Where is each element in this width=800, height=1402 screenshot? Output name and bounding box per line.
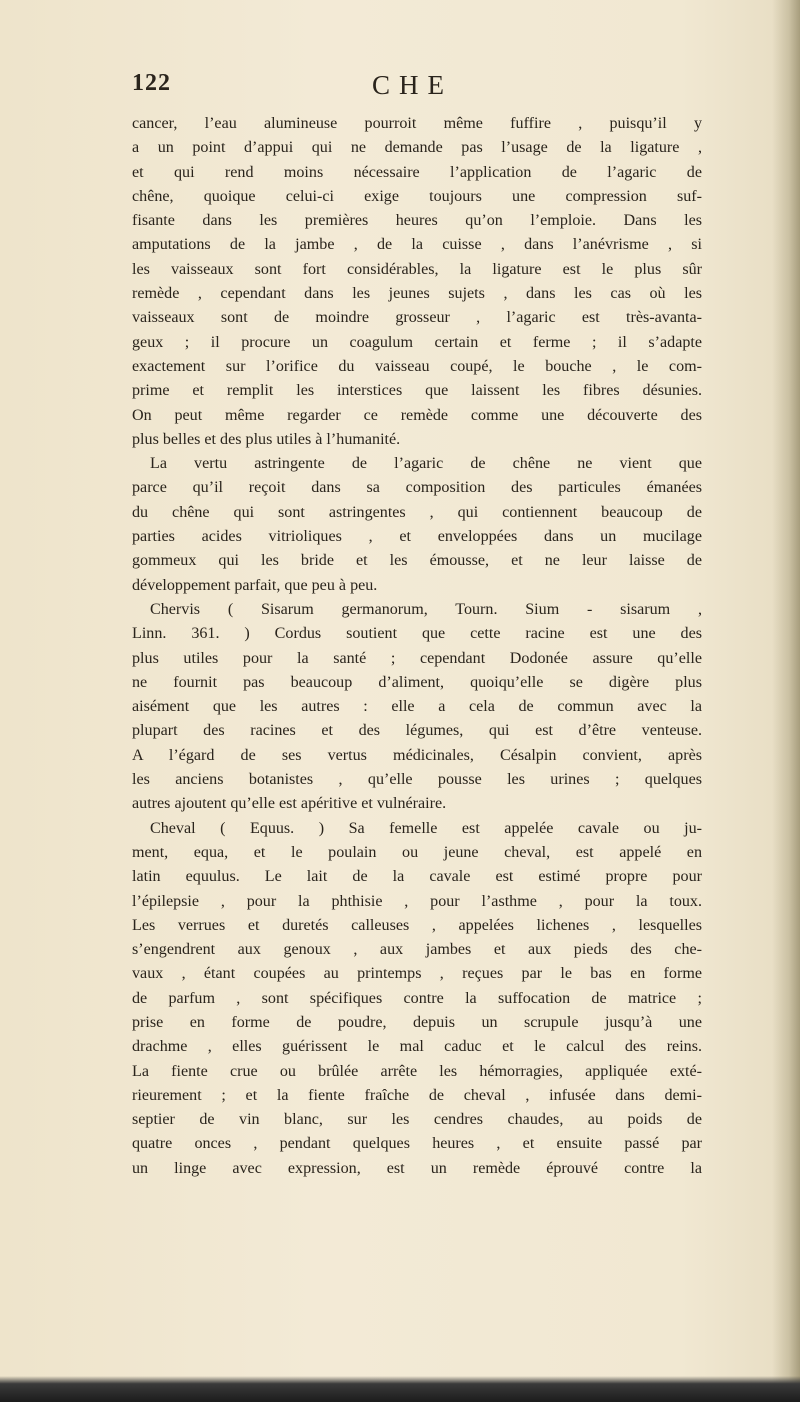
- text-line: a un point d’appui qui ne demande pas l’usage de la ligature ,: [132, 139, 702, 157]
- text-line: prime et remplit les interstices que laissent les fibres désunies.: [132, 382, 702, 400]
- running-head: CHE: [372, 70, 453, 100]
- page-edge-shadow: [772, 0, 800, 1402]
- text-line: remède , cependant dans les jeunes sujets , dans les cas où les: [132, 285, 702, 303]
- text-line: les vaisseaux sont fort considérables, la ligature est le plus sûr: [132, 260, 702, 278]
- text-line: exactement sur l’orifice du vaisseau coupé, le bouche , le com-: [132, 357, 702, 375]
- text-line: gommeux qui les bride et les émousse, et ne leur laisse de: [132, 552, 702, 570]
- text-line: du chêne qui sont astringentes , qui contiennent beaucoup de: [132, 503, 702, 521]
- text-line: rieurement ; et la fiente fraîche de cheval , infusée dans demi-: [132, 1086, 702, 1104]
- text-line: A l’égard de ses vertus médicinales, Césalpin convient, après: [132, 746, 702, 764]
- text-line: fisante dans les premières heures qu’on l’emploie. Dans les: [132, 212, 702, 230]
- text-line: de parfum , sont spécifiques contre la suffocation de matrice ;: [132, 989, 702, 1007]
- text-line: quatre onces , pendant quelques heures , et ensuite passé par: [132, 1135, 702, 1153]
- text-line: et qui rend moins nécessaire l’application de l’agaric de: [132, 163, 702, 181]
- body-text: [132, 112, 702, 1181]
- text-line: ment, equa, et le poulain ou jeune cheval, est appelé en: [132, 843, 702, 861]
- text-line: vaux , étant coupées au printemps , reçues par le bas en forme: [132, 965, 702, 983]
- text-line: autres ajoutent qu’elle est apéritive et vulnéraire.: [132, 795, 447, 813]
- text-line: drachme , elles guérissent le mal caduc et le calcul des reins.: [132, 1038, 702, 1056]
- scan-bottom-edge: [0, 1376, 800, 1402]
- text-line: Les verrues et duretés calleuses , appelées lichenes , lesquelles: [132, 916, 702, 934]
- text-line: latin equulus. Le lait de la cavale est estimé propre pour: [132, 868, 702, 886]
- text-line: On peut même regarder ce remède comme une découverte des: [132, 406, 702, 424]
- text-line: aisément que les autres : elle a cela de commun avec la: [132, 698, 702, 716]
- text-line: Chervis ( Sisarum germanorum, Tourn. Sium - sisarum ,: [150, 600, 702, 618]
- page-header: [132, 70, 692, 110]
- text-line: l’épilepsie , pour la phthisie , pour l’asthme , pour la toux.: [132, 892, 702, 910]
- text-line: un linge avec expression, est un remède éprouvé contre la: [132, 1159, 702, 1177]
- text-line: parties acides vitrioliques , et enveloppées dans un mucilage: [132, 528, 702, 546]
- text-line: plus belles et des plus utiles à l’humanité.: [132, 430, 401, 448]
- page-number: 122: [132, 70, 171, 96]
- text-line: geux ; il procure un coagulum certain et ferme ; il s’adapte: [132, 333, 702, 351]
- text-line: septier de vin blanc, sur les cendres chaudes, au poids de: [132, 1111, 702, 1129]
- text-line: ne fournit pas beaucoup d’aliment, quoiqu’elle se digère plus: [132, 673, 702, 691]
- text-line: les anciens botanistes , qu’elle pousse les urines ; quelques: [132, 771, 702, 789]
- text-line: développement parfait, que peu à peu.: [132, 576, 378, 594]
- text-line: La fiente crue ou brûlée arrête les hémorragies, appliquée exté-: [132, 1062, 702, 1080]
- text-line: plus utiles pour la santé ; cependant Dodonée assure qu’elle: [132, 649, 702, 667]
- text-line: Cheval ( Equus. ) Sa femelle est appelée cavale ou ju-: [150, 819, 702, 837]
- text-line: s’engendrent aux genoux , aux jambes et aux pieds des che-: [132, 941, 702, 959]
- text-line: plupart des racines et des légumes, qui est d’être venteuse.: [132, 722, 702, 740]
- text-line: cancer, l’eau alumineuse pourroit même fuffire , puisqu’il y: [132, 115, 702, 132]
- text-line: vaisseaux sont de moindre grosseur , l’agaric est très-avanta-: [132, 309, 702, 327]
- text-line: chêne, quoique celui-ci exige toujours une compression suf-: [132, 187, 702, 205]
- text-line: amputations de la jambe , de la cuisse , dans l’anévrisme , si: [132, 236, 702, 254]
- text-line: prise en forme de poudre, depuis un scrupule jusqu’à une: [132, 1013, 702, 1031]
- text-line: Linn. 361. ) Cordus soutient que cette racine est une des: [132, 625, 702, 643]
- text-line: parce qu’il reçoit dans sa composition des particules émanées: [132, 479, 702, 497]
- text-line: La vertu astringente de l’agaric de chêne ne vient que: [150, 455, 702, 473]
